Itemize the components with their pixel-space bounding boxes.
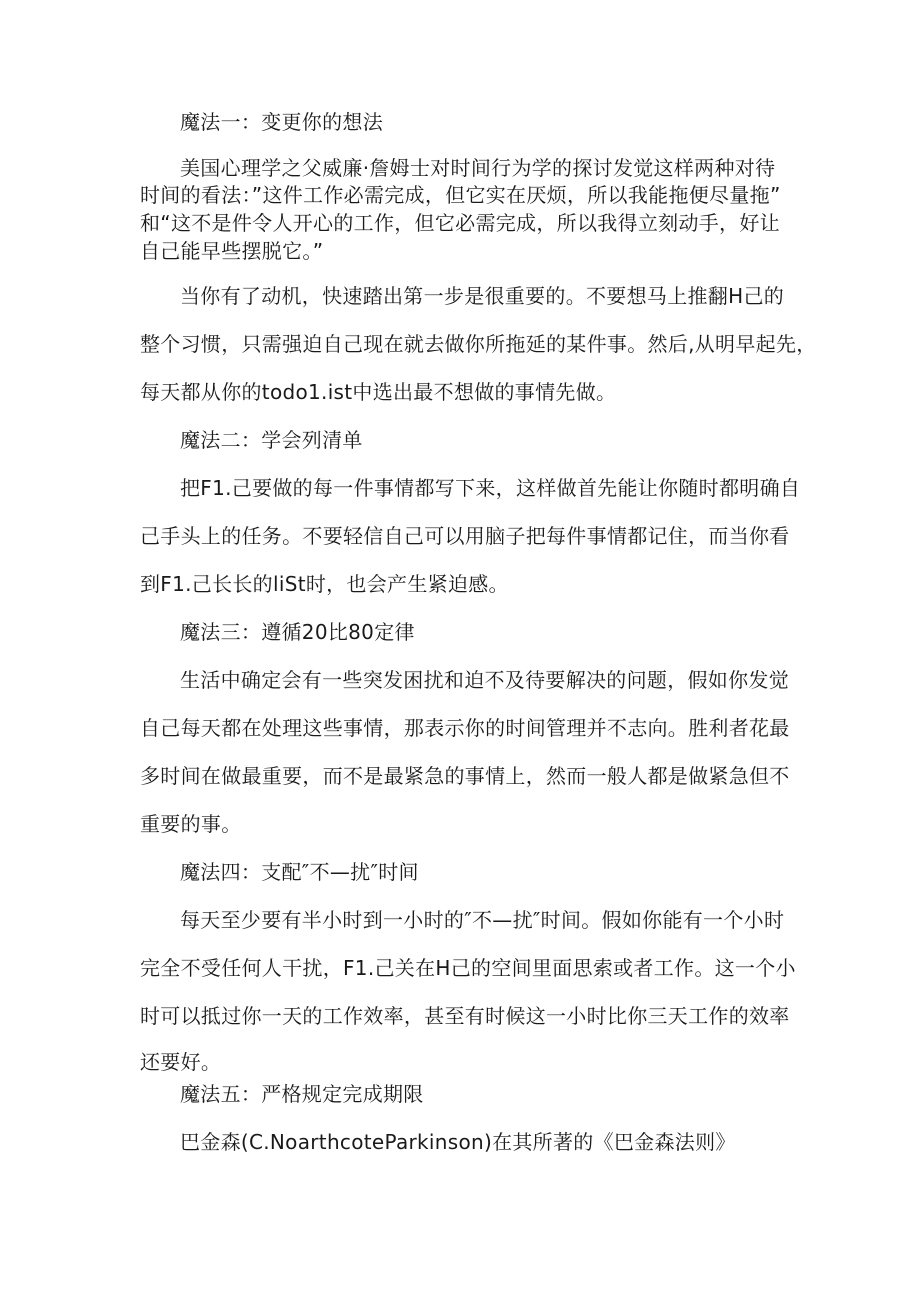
paragraph-2-line-1: 当你有了动机，快速踏出第一步是很重要的。不要想马上推翻H己的 [180, 284, 785, 308]
paragraph-5-line-3: 时可以抵过你一天的工作效率，甚至有时候这一小时比你三天工作的效率 [140, 1004, 790, 1028]
paragraph-4-line-1: 生活中确定会有一些突发困扰和迫不及待要解决的问题，假如你发觉 [180, 668, 789, 692]
paragraph-3-line-1: 把F1.己要做的每一件事情都写下来，这样做首先能让你随时都明确自 [180, 476, 801, 500]
paragraph-4-line-4: 重要的事。 [140, 812, 242, 836]
paragraph-4-line-3: 多时间在做最重要，而不是最紧急的事情上，然而一般人都是做紧急但不 [140, 764, 790, 788]
section-heading-5: 魔法五：严格规定完成期限 [180, 1082, 424, 1106]
section-heading-1: 魔法一：变更你的想法 [180, 110, 383, 134]
section-heading-2: 魔法二：学会列清单 [180, 428, 363, 452]
paragraph-4-line-2: 自己每天都在处理这些事情，那表示你的时间管理并不志向。胜利者花最 [140, 716, 790, 740]
paragraph-5-line-4: 还要好。 [140, 1050, 222, 1074]
paragraph-5-line-2: 完全不受任何人干扰，F1.己关在H己的空间里面思索或者工作。这一个小 [140, 956, 796, 980]
paragraph-3-line-3: 到F1.己长长的liSt时，也会产生紧迫感。 [140, 572, 509, 596]
paragraph-6-line-1: 巴金森(C.NoarthcoteParkinson)在其所著的《巴金森法则》 [180, 1130, 736, 1154]
section-heading-4: 魔法四：支配″不—扰″时间 [180, 860, 419, 884]
paragraph-2-line-2: 整个习惯，只需强迫自己现在就去做你所拖延的某件事。然后,从明早起先， [140, 332, 817, 356]
paragraph-1-line-3: 和“这不是件令人开心的工作，但它必需完成，所以我得立刻动手，好让 [140, 211, 780, 235]
paragraph-3-line-2: 己手头上的任务。不要轻信自己可以用脑子把每件事情都记住，而当你看 [140, 524, 790, 548]
section-heading-3: 魔法三：遵循20比80定律 [180, 620, 415, 644]
paragraph-5-line-1: 每天至少要有半小时到一小时的″不—扰″时间。假如你能有一个小时 [180, 908, 785, 932]
paragraph-1-line-2: 时间的看法：”这件工作必需完成，但它实在厌烦，所以我能拖便尽量拖” [140, 183, 781, 207]
paragraph-1-line-1: 美国心理学之父威廉·詹姆士对时间行为学的探讨发觉这样两种对待 [180, 156, 776, 180]
paragraph-1-line-4: 自己能早些摆脱它。” [140, 239, 324, 263]
paragraph-2-line-3: 每天都从你的todo1.ist中选出最不想做的事情先做。 [140, 380, 617, 404]
